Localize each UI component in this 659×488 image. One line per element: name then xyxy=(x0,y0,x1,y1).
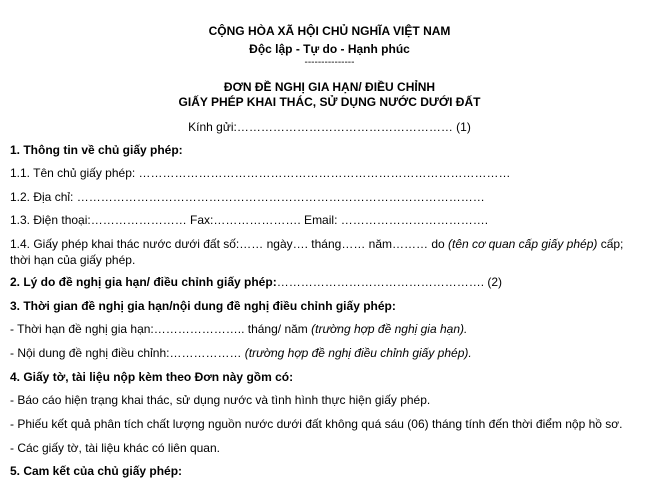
attachment-item: - Báo cáo hiện trạng khai thác, sử dụng nước và tình hình thực hiện giấy phép. xyxy=(10,393,431,407)
owner-name-field: 1.1. Tên chủ giấy phép: ………………………………………………………………………………… xyxy=(10,166,511,180)
permit-term-line: thời hạn của giấy phép. xyxy=(10,253,136,267)
permit-info-text: 1.4. Giấy phép khai thác nước dưới đất số:…… ngày…. tháng…… năm……… do xyxy=(10,237,449,251)
country-name: CỘNG HÒA XÃ HỘI CHỦ NGHĨA VIỆT NAM xyxy=(208,24,451,38)
extension-duration-field: - Thời hạn đề nghị gia hạn:………………….. tháng/ năm xyxy=(10,322,312,336)
contact-field: 1.3. Điện thoại:…………………… Fax:…………………. Email: ………………………………. xyxy=(10,213,489,227)
national-motto: Độc lập - Tự do - Hạnh phúc xyxy=(249,42,410,56)
recipient-line: Kính gửi:……………………………………………… (1) xyxy=(188,120,471,134)
section2-line xyxy=(10,275,502,289)
document-title-line2: GIẤY PHÉP KHAI THÁC, SỬ DỤNG NƯỚC DƯỚI ĐẤT xyxy=(178,95,481,109)
section3-heading: 3. Thời gian đề nghị gia hạn/nội dung đề nghị điều chỉnh giấy phép: xyxy=(10,299,396,313)
section1-heading: 1. Thông tin về chủ giấy phép: xyxy=(10,143,183,157)
adjustment-content-line xyxy=(10,346,472,360)
attachment-item: - Các giấy tờ, tài liệu khác có liên quan. xyxy=(10,441,220,455)
reason-field: ……………………………………………. (2) xyxy=(276,275,503,289)
extension-duration-note: (trường hợp đề nghị gia hạn). xyxy=(311,322,468,336)
attachment-item: - Phiếu kết quả phân tích chất lượng nguồn nước dưới đất không quá sáu (06) tháng tính đến thời điểm nộp hồ sơ. xyxy=(10,417,623,431)
adjustment-content-note: (trường hợp đề nghị điều chỉnh giấy phép). xyxy=(244,346,472,360)
header-rule: --------------- xyxy=(304,57,355,68)
document-title-line1: ĐƠN ĐỀ NGHỊ GIA HẠN/ ĐIỀU CHỈNH xyxy=(223,80,436,94)
extension-duration-line xyxy=(10,322,467,336)
permit-info-line xyxy=(10,237,623,251)
permit-info-tail: cấp; xyxy=(597,237,624,251)
section5-heading: 5. Cam kết của chủ giấy phép: xyxy=(10,464,183,478)
address-field: 1.2. Địa chỉ: ………………………………………………………………………………………… xyxy=(10,190,485,204)
adjustment-content-field: - Nội dung đề nghị điều chỉnh:……………… xyxy=(10,346,245,360)
section4-heading: 4. Giấy tờ, tài liệu nộp kèm theo Đơn này gồm có: xyxy=(10,370,294,384)
permit-issuer-note: (tên cơ quan cấp giấy phép) xyxy=(448,237,598,251)
section2-heading: 2. Lý do đề nghị gia hạn/ điều chỉnh giấy phép: xyxy=(10,275,277,289)
